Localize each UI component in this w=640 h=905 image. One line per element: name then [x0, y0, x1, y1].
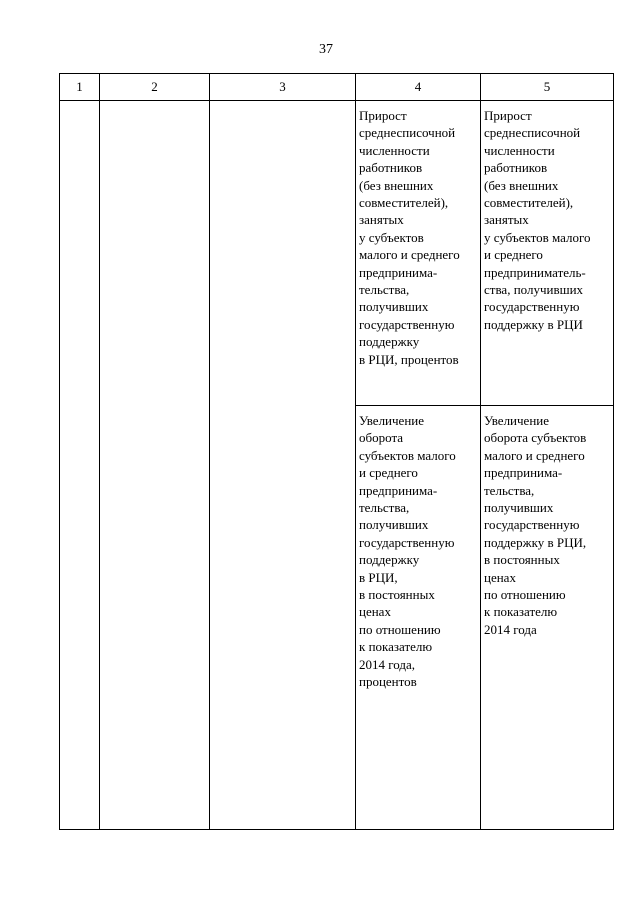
- indicator-text: Увеличение оборота субъектов малого и среднего предпринима- тельства, получивших государственную поддержку в РЦИ, в постоянных ценах по отношению к показателю 2014 года, процентов: [359, 413, 456, 690]
- indicator-text: Увеличение оборота субъектов малого и среднего предпринима- тельства, получивших государственную поддержку в РЦИ, в постоянных ценах по отношению к показателю 2014 года: [484, 413, 587, 637]
- table-cell-col1: [60, 101, 100, 830]
- column-header-2: 2: [100, 74, 210, 101]
- table-header-row: [60, 74, 614, 101]
- column-header-1: 1: [60, 74, 100, 101]
- table-cell-col2: [100, 101, 210, 830]
- table-cell-col5: [481, 406, 614, 830]
- indicators-table: [59, 73, 614, 830]
- column-header-3: 3: [210, 74, 356, 101]
- table-cell-col4: [356, 406, 481, 830]
- page-number: 37: [319, 42, 333, 57]
- table-cell-col3: [210, 101, 356, 830]
- column-header-4: 4: [356, 74, 481, 101]
- table-cell-col4: [356, 101, 481, 406]
- indicator-text: Прирост среднесписочной численности работников (без внешних совместителей), занятых у субъектов малого и среднего предпринима- тельства, получивших государственную поддержку в РЦИ, процентов: [359, 108, 460, 367]
- table-cell-col5: [481, 101, 614, 406]
- indicator-text: Прирост среднесписочной численности работников (без внешних совместителей), занятых у субъектов малого и среднего предприниматель- ства, получивших государственную поддержку в РЦИ: [484, 108, 591, 332]
- column-header-5: 5: [481, 74, 614, 101]
- table-row: [60, 101, 614, 406]
